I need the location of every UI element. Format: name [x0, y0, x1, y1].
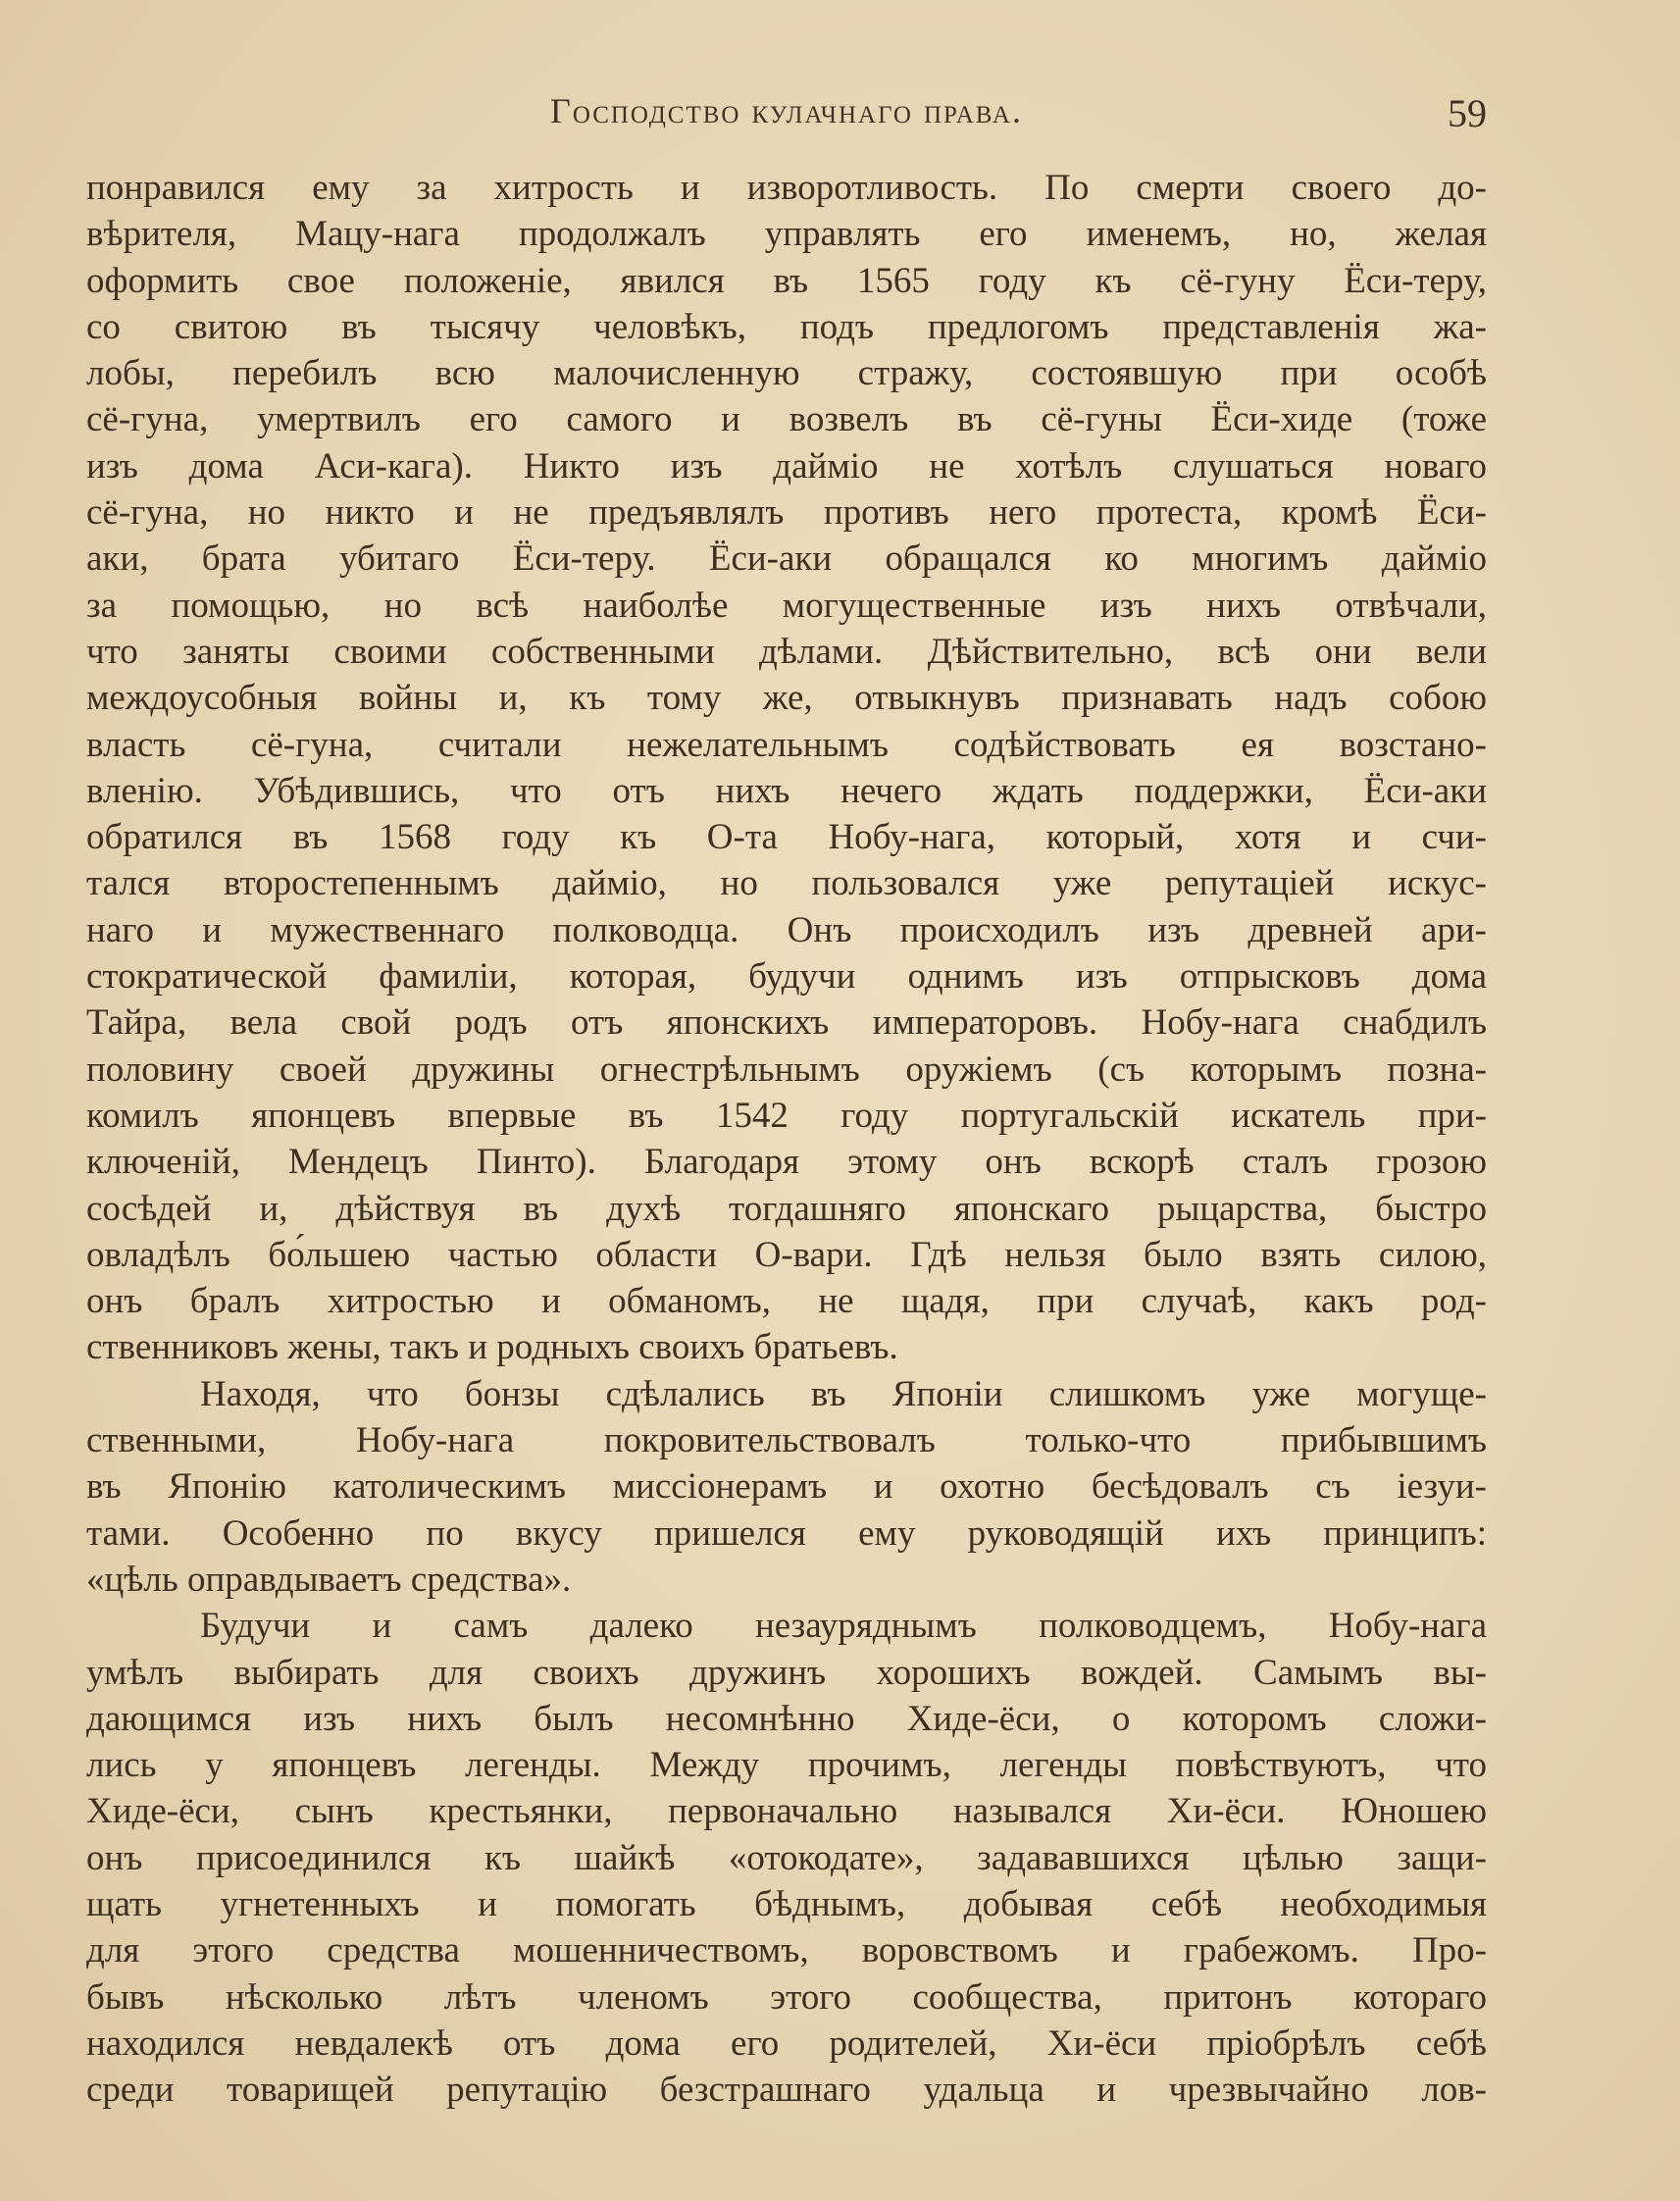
text-line: аки, брата убитаго Ёси-теру. Ёси-аки обращался ко многимъ дайміо [86, 538, 1487, 580]
page-number: 59 [1448, 91, 1487, 135]
text-line: ственниковъ жены, такъ и родныхъ своихъ братьевъ. [86, 1327, 898, 1368]
text-line: что заняты своими собственными дѣлами. Дѣйствительно, всѣ они вели [86, 631, 1487, 672]
text-line: оформить свое положеніе, явился въ 1565 году къ сё-гуну Ёси-теру, [86, 260, 1487, 301]
text-line: со свитою въ тысячу человѣкъ, подъ предлогомъ представленія жа- [86, 306, 1487, 347]
text-line: находился невдалекѣ отъ дома его родителей, Хи-ёси пріобрѣлъ себѣ [86, 2022, 1487, 2064]
text-line: дающимся изъ нихъ былъ несомнѣнно Хиде-ёси, о которомъ сложи- [86, 1698, 1487, 1739]
text-line: среди товарищей репутацію безстрашнаго удальца и чрезвычайно лов- [86, 2070, 1487, 2111]
body-text [86, 165, 1487, 2113]
text-line: комилъ японцевъ впервые въ 1542 году португальскій искатель при- [86, 1095, 1487, 1136]
running-head [86, 90, 1487, 139]
text-line: ключеній, Мендецъ Пинто). Благодаря этому онъ вскорѣ сталъ грозою [86, 1142, 1487, 1183]
text-line: обратился въ 1568 году къ О-та Нобу-нага, который, хотя и счи- [86, 817, 1487, 858]
text-line: власть сё-гуна, считали нежелательнымъ содѣйствовать ея возстано- [86, 724, 1487, 765]
text-line: тался второстепеннымъ дайміо, но пользовался уже репутаціей искус- [86, 863, 1487, 904]
text-line: Тайра, вела свой родъ отъ японскихъ императоровъ. Нобу-нага снабдилъ [86, 1002, 1487, 1044]
text-line: изъ дома Аси-кага). Никто изъ дайміо не хотѣлъ слушаться новаго [86, 445, 1487, 486]
text-line: междоусобныя войны и, къ тому же, отвыкнувъ признавать надъ собою [86, 678, 1487, 719]
text-line: тами. Особенно по вкусу пришелся ему руководящій ихъ принципъ: [86, 1512, 1487, 1554]
text-line: въ Японію католическимъ миссіонерамъ и охотно бесѣдовалъ съ іезуи- [86, 1466, 1487, 1508]
text-line: сё-гуна, умертвилъ его самого и возвелъ въ сё-гуны Ёси-хиде (тоже [86, 399, 1487, 440]
text-line: бывъ нѣсколько лѣтъ членомъ этого сообщества, притонъ котораго [86, 1976, 1487, 2018]
text-line: онъ присоединился къ шайкѣ «отокодате», задававшихся цѣлью защи- [86, 1837, 1487, 1878]
text-line: стократической фамиліи, которая, будучи однимъ изъ отпрысковъ дома [86, 956, 1487, 998]
text-line: понравился ему за хитрость и изворотливость. По смерти своего до- [86, 168, 1487, 208]
text-line: онъ бралъ хитростью и обманомъ, не щадя, при случаѣ, какъ род- [86, 1281, 1487, 1322]
text-line: наго и мужественнаго полководца. Онъ происходилъ изъ древней ари- [86, 909, 1487, 950]
text-line: Хиде-ёси, сынъ крестьянки, первоначально назывался Хи-ёси. Юношею [86, 1791, 1487, 1832]
text-line: умѣлъ выбирать для своихъ дружинъ хорошихъ вождей. Самымъ вы- [86, 1652, 1487, 1693]
text-line: Будучи и самъ далеко незауряднымъ полководцемъ, Нобу-нага [200, 1606, 1487, 1647]
text-line: «цѣль оправдываетъ средства». [86, 1559, 572, 1600]
text-line: овладѣлъ бо́льшею частью области О-вари. Гдѣ нельзя было взять силою, [86, 1234, 1487, 1275]
text-line: вленію. Убѣдившись, что отъ нихъ нечего ждать поддержки, Ёси-аки [86, 770, 1487, 811]
text-line: сё-гуна, но никто и не предъявлялъ противъ него протеста, кромѣ Ёси- [86, 492, 1487, 534]
text-line: щать угнетенныхъ и помогать бѣднымъ, добывая себѣ необходимыя [86, 1883, 1487, 1924]
text-line: лобы, перебилъ всю малочисленную стражу, состоявшую при особѣ [86, 353, 1487, 394]
text-line: ственными, Нобу-нага покровительствовалъ только-что прибывшимъ [86, 1420, 1487, 1461]
text-line: вѣрителя, Мацу-нага продолжалъ управлять его именемъ, но, желая [86, 214, 1487, 255]
text-line: за помощью, но всѣ наиболѣе могущественные изъ нихъ отвѣчали, [86, 585, 1487, 626]
text-line: для этого средства мошенничествомъ, воровствомъ и грабежомъ. Про- [86, 1930, 1487, 1971]
text-line: сосѣдей и, дѣйствуя въ духѣ тогдашняго японскаго рыцарства, быстро [86, 1188, 1487, 1229]
text-line: половину своей дружины огнестрѣльнымъ оружіемъ (съ которымъ позна- [86, 1049, 1487, 1090]
text-line: лись у японцевъ легенды. Между прочимъ, легенды повѣствуютъ, что [86, 1745, 1487, 1786]
text-line: Находя, что бонзы сдѣлались въ Японіи слишкомъ уже могуще- [200, 1373, 1487, 1414]
running-title: Господство кулачнаго права. [550, 91, 1023, 130]
